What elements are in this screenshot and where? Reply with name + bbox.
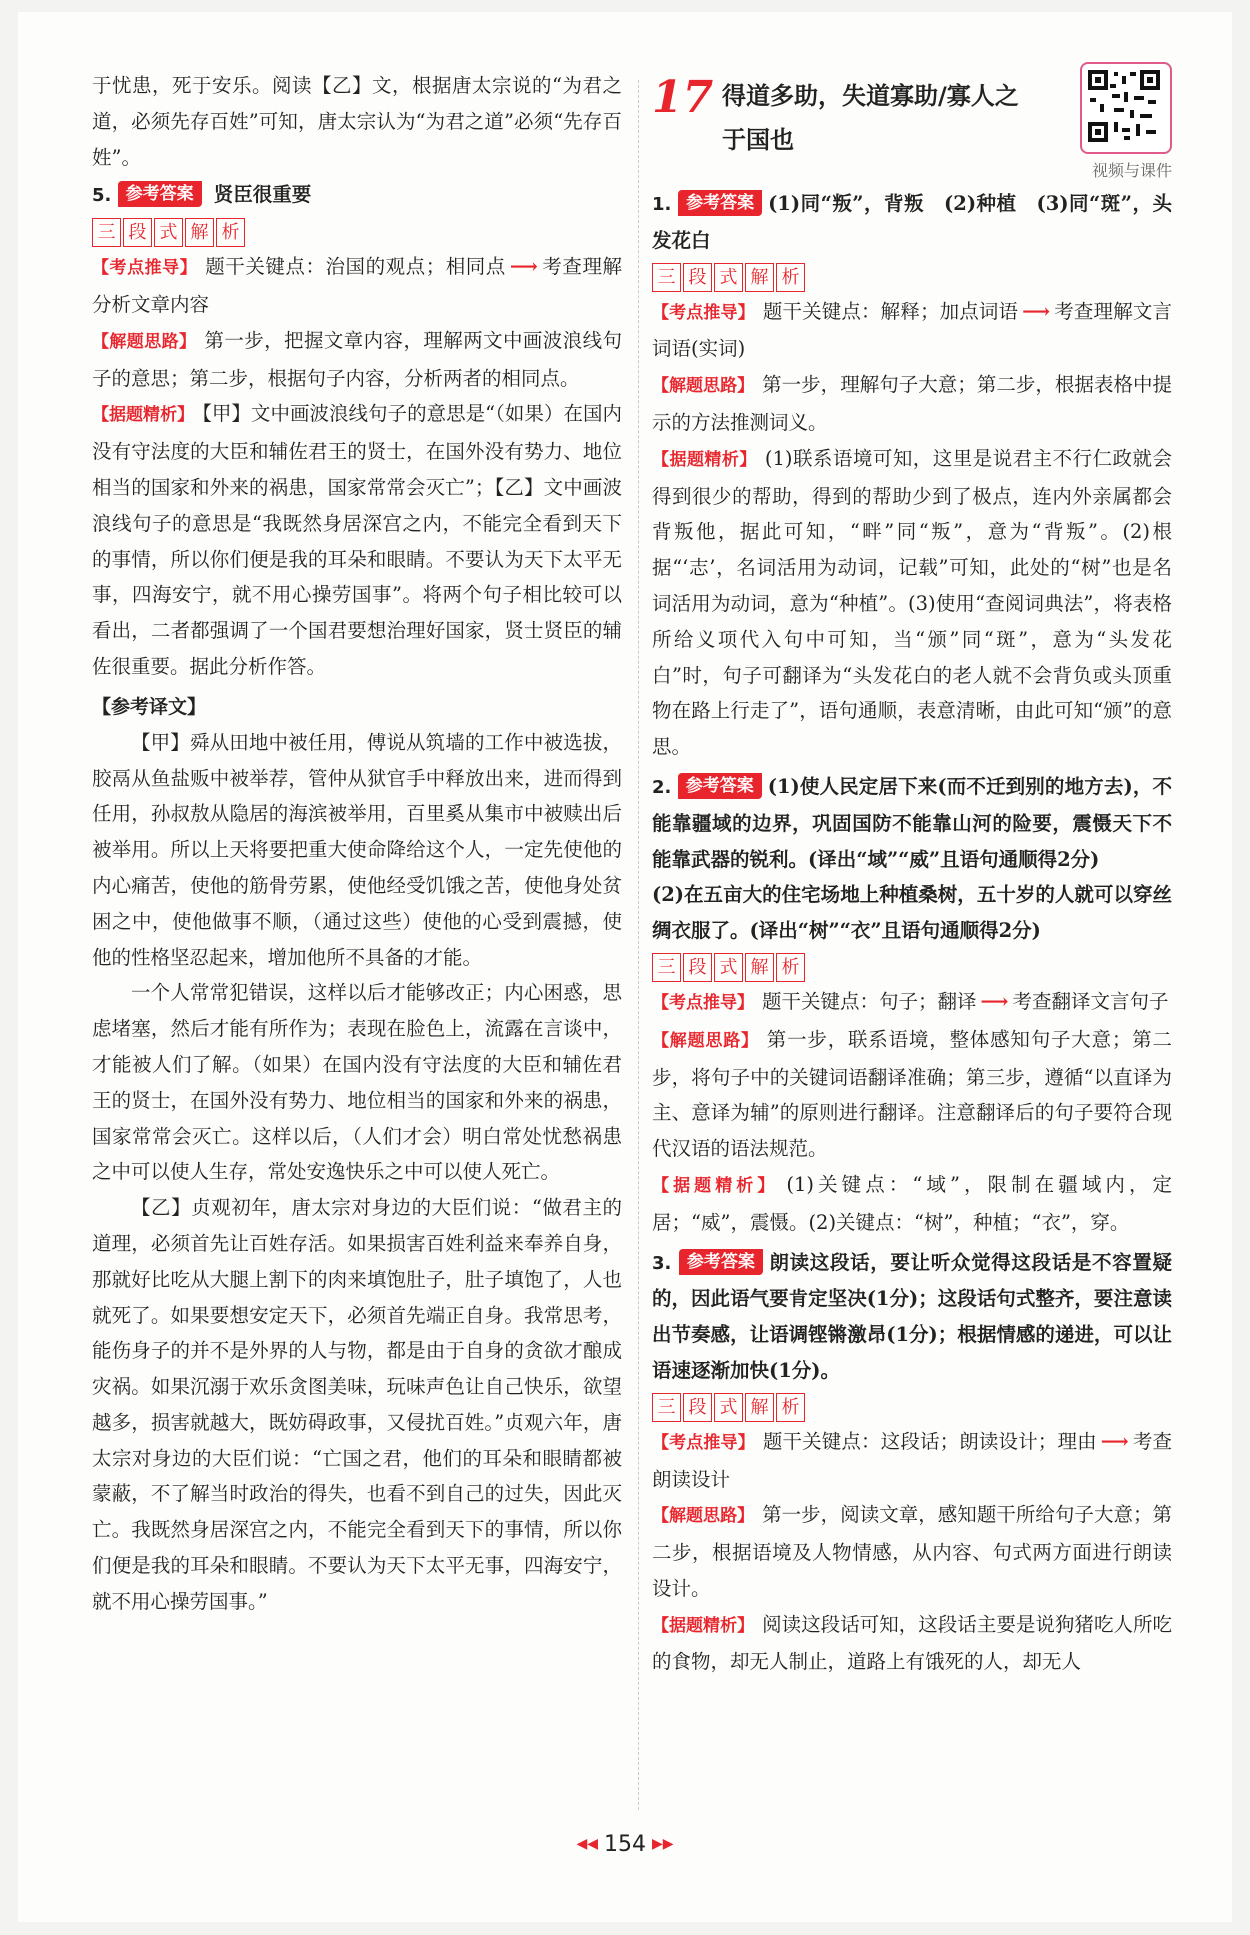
q1-kaodian: [652, 294, 1172, 368]
continued-text: 于忧患，死于安乐。阅读【乙】文，根据唐太宗说的“为君之道，必须先存百姓”可知，唐太宗认为“为君之道”必须“先存百姓”。: [92, 74, 622, 169]
lesson-number: 17: [652, 72, 714, 123]
q2-kaodian: [652, 984, 1172, 1022]
qr-code-icon: [1088, 70, 1160, 142]
arrow-icon: ⟶: [1022, 299, 1051, 323]
jieti-text: 第一步，阅读文章，感知题干所给句子大意；第二步，根据语境及人物情感，从内容、句式两方面进行朗读设计。: [652, 1503, 1172, 1600]
translation-para: 【甲】舜从田地中被任用，傅说从筑墙的工作中被选拔，胶鬲从鱼盐贩中被举荐，管仲从狱官手中释放出来，进而得到任用，孙叔敖从隐居的海滨被举用，百里奚从集市中被赎出后被举用。所以上天将要把重大使命降给这个人，一定先使他的内心痛苦，使他的筋骨劳累，使他经受饥饿之苦，使他身处贫困之中，使他做事不顺，（通过这些）使他的心受到震撼，使他的性格坚忍起来，增加他所不具备的才能。: [92, 730, 622, 969]
left-column: [92, 68, 622, 1620]
translation-para: 【乙】贞观初年，唐太宗对身边的大臣们说：“做君主的道理，必须首先让百姓存活。如果损害百姓利益来奉养自身，那就好比吃从大腿上割下的肉来填饱肚子，肚子填饱了，人也就死了。如果要想安定天下，必须首先端正自身。我常思考，能伤身子的并不是外界的人与物，都是由于自身的贪欲才酿成灾祸。如果沉溺于欢乐贪图美味，玩味声色让自己快乐，欲望越多，损害就越大，既妨碍政事，又侵扰百姓。”贞观六年，唐太宗对身边的大臣们说：“亡国之君，他们的耳朵和眼睛都被蒙蔽，不了解当时政治的得失，也看不到自己的过失，因此灭亡。我既然身居深宫之内，不能完全看到天下的事情，所以你们便是我的耳朵和眼睛。不要认为天下太平无事，四海安宁，就不用心操劳国事。”: [92, 1196, 622, 1613]
q3-jingxi: [652, 1607, 1172, 1681]
san-char: 析: [776, 1393, 805, 1422]
column-divider: [638, 80, 639, 1810]
san-char: 解: [745, 263, 774, 292]
kaodian-label: 【考点推导】: [652, 992, 754, 1013]
jingxi-label: 【据题精析】: [652, 1615, 755, 1636]
kaodian-result: 考查朗读设计: [652, 1429, 1172, 1491]
jieti-text: 第一步，理解句子大意；第二步，根据表格中提示的方法推测词义。: [652, 373, 1172, 434]
jingxi-label: 【据题精析】: [92, 405, 195, 426]
kaodian-text: 题干关键点：句子；翻译: [762, 989, 977, 1013]
san-char: 三: [652, 953, 681, 982]
q1-answer: (1)同“叛”，背叛 (2)种植 (3)同“斑”，头发花白: [652, 192, 1172, 252]
q2-jingxi: [652, 1167, 1172, 1241]
kaodian-result: 考查翻译文言句子: [1012, 989, 1169, 1013]
q2-answer-line: [652, 769, 1172, 877]
san-char: 解: [185, 218, 214, 247]
answer-tag: 参考答案: [678, 773, 762, 799]
jieti-label: 【解题思路】: [92, 331, 197, 352]
san-char: 析: [776, 263, 805, 292]
q5-answer-line: [92, 177, 622, 214]
jingxi-text: (1)联系语境可知，这里是说君主不行仁政就会得到很少的帮助，得到的帮助少到了极点，连内外亲属都会背叛他，据此可知，“畔”同“叛”，意为“背叛”。(2)根据“‘志’，名词活用为动词，记载”可知，此处的“树”也是名词活用为动词，意为“种植”。(3)使用“查阅词典法”，将表格所给义项代入句中可知，当“颁”同“斑”，意为“头发花白”时，句子可翻译为“头发花白的老人就不会背负或头顶重物在路上行走了”，语句通顺，表意清晰，由此可知“颁”的意思。: [652, 446, 1173, 759]
jingxi-text: 【甲】文中画波浪线句子的意思是“（如果）在国内没有守法度的大臣和辅佐君王的贤士，在国外没有势力、地位相当的国家和外来的祸患，国家常常会灭亡”；【乙】文中画波浪线句子的意思是“我既然身居深宫之内，不能完全看到天下的事情，所以你们便是我的耳朵和眼睛。不要认为天下太平无事，四海安宁，就不用心操劳国事”。将两个句子相比较可以看出，二者都强调了一个国君要想治理好国家，贤士贤臣的辅佐很重要。据此分析作答。: [92, 402, 622, 678]
kaodian-label: 【考点推导】: [652, 1432, 755, 1453]
san-char: 式: [714, 263, 743, 292]
san-char: 式: [714, 1393, 743, 1422]
lesson-header: [652, 68, 1172, 186]
qr-caption: 视频与课件: [1091, 161, 1172, 180]
q3-number: 3.: [652, 1252, 672, 1274]
san-char: 式: [714, 953, 743, 982]
q3-answer: 朗读这段话，要让听众觉得这段话是不容置疑的，因此语气要肯定坚决(1分)；这段话句式整齐，要注意读出节奏感，让语调铿锵激昂(1分)；根据情感的递进，可以让语速逐渐加快(1分)。: [652, 1250, 1172, 1382]
q1-jingxi: [652, 441, 1172, 765]
san-char: 三: [92, 218, 121, 247]
q1-number: 1.: [652, 194, 672, 215]
right-arrows-icon: ▶▶: [652, 1836, 674, 1852]
kaodian-result: 考查理解文言词语(实词): [652, 299, 1172, 361]
q3-kaodian: [652, 1424, 1172, 1498]
q1-jieti: [652, 367, 1172, 441]
san-char: 析: [776, 953, 805, 982]
sanduanshi-label: [92, 218, 622, 247]
q2-jieti: [652, 1022, 1172, 1167]
jieti-label: 【解题思路】: [652, 1030, 759, 1051]
sanduanshi-label: [652, 263, 1172, 292]
san-char: 三: [652, 263, 681, 292]
translation-para: 一个人常常犯错误，这样以后才能够改正；内心困惑，思虑堵塞，然后才能有所作为；表现在脸色上，流露在言谈中，才能被人们了解。（如果）在国内没有守法度的大臣和辅佐君王的贤士，在国外没有势力、地位相当的国家和外来的祸患，国家常常会灭亡。这样以后，（人们才会）明白常处忧愁祸患之中可以使人生存，常处安逸快乐之中可以使人死亡。: [92, 981, 622, 1184]
san-char: 解: [745, 1393, 774, 1422]
san-char: 段: [123, 218, 152, 247]
q5-kaodian: [92, 249, 622, 323]
jieti-label: 【解题思路】: [652, 1506, 755, 1527]
answer-tag: 参考答案: [118, 181, 202, 207]
kaodian-label: 【考点推导】: [92, 258, 198, 279]
sanduanshi-label: [652, 1393, 1172, 1422]
kaodian-text: 题干关键点：这段话；朗读设计；理由: [762, 1429, 1097, 1453]
arrow-icon: ⟶: [1100, 1429, 1129, 1453]
jingxi-text: (1)关键点：“域”，限制在疆域内，定居；“威”，震慑。(2)关键点：“树”，种植；“衣”，穿。: [652, 1172, 1173, 1234]
answer-tag: 参考答案: [679, 1249, 763, 1275]
q5-jieti: [92, 323, 622, 397]
san-char: 段: [683, 1393, 712, 1422]
san-char: 析: [216, 218, 245, 247]
lesson-title: 得道多助，失道寡助/寡人之于国也: [722, 82, 1019, 154]
q5-jingxi: [92, 396, 622, 684]
kaodian-text: 题干关键点：治国的观点；相同点: [205, 255, 506, 279]
q5-number: 5.: [92, 185, 112, 207]
q1-answer-line: [652, 186, 1172, 259]
kaodian-result: 考查理解分析文章内容: [92, 255, 622, 316]
jingxi-text: 阅读这段话可知，这段话主要是说狗猪吃人所吃的食物，却无人制止，道路上有饿死的人，却无人: [652, 1612, 1172, 1674]
left-arrows-icon: ◀◀: [576, 1836, 598, 1852]
arrow-icon: ⟶: [980, 989, 1009, 1013]
page-number-text: 154: [604, 1832, 646, 1857]
arrow-icon: ⟶: [509, 255, 538, 279]
kaodian-label: 【考点推导】: [652, 302, 755, 323]
translation-title: 【参考译文】: [92, 695, 207, 718]
sanduanshi-label: [652, 953, 1172, 982]
q2-number: 2.: [652, 776, 672, 798]
q2-answer-1: (1)使人民定居下来(而不迁到别的地方去)，不能靠疆域的边界，巩固国防不能靠山河的险要，震慑天下不能靠武器的锐利。(译出“域”“威”且语句通顺得2分): [652, 774, 1172, 871]
jieti-text: 第一步，把握文章内容，理解两文中画波浪线句子的意思；第二步，根据句子内容，分析两者的相同点。: [92, 328, 622, 390]
q2-answer-2: (2)在五亩大的住宅场地上种植桑树，五十岁的人就可以穿丝绸衣服了。(译出“树”“衣”且语句通顺得2分): [652, 883, 1172, 943]
san-char: 段: [683, 263, 712, 292]
jingxi-label: 【据题精析】: [652, 1175, 779, 1196]
san-char: 三: [652, 1393, 681, 1422]
q5-answer: 贤臣很重要: [213, 183, 312, 207]
jingxi-label: 【据题精析】: [652, 449, 757, 470]
san-char: 段: [683, 953, 712, 982]
page-number: [0, 1832, 1250, 1857]
qr-code[interactable]: [1080, 62, 1172, 154]
right-column: [652, 68, 1172, 1680]
q3-answer-line: [652, 1245, 1172, 1389]
q3-jieti: [652, 1497, 1172, 1606]
san-char: 式: [154, 218, 183, 247]
san-char: 解: [745, 953, 774, 982]
jieti-text: 第一步，联系语境，整体感知句子大意；第二步，将句子中的关键词语翻译准确；第三步，遵循“以直译为主、意译为辅”的原则进行翻译。注意翻译后的句子要符合现代汉语的语法规范。: [652, 1027, 1172, 1161]
answer-tag: 参考答案: [678, 190, 762, 216]
jieti-label: 【解题思路】: [652, 376, 755, 397]
kaodian-text: 题干关键点：解释；加点词语: [762, 299, 1019, 323]
